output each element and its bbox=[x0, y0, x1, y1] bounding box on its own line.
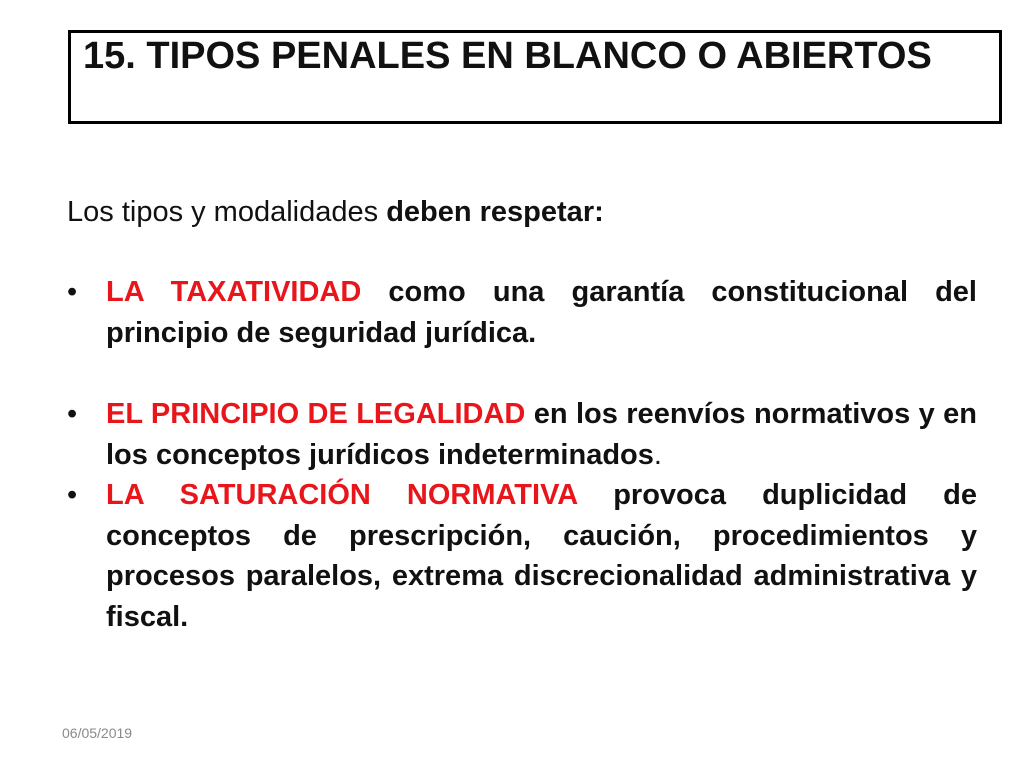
title-box bbox=[68, 30, 1002, 124]
intro-normal: Los tipos y modalidades bbox=[67, 196, 387, 228]
bullet-text: provoca duplicidad de conceptos de prescripción, caución, procedimientos y procesos paralelos, extrema discrecionalidad administrativa y fiscal. bbox=[106, 479, 977, 633]
bullet-icon: • bbox=[67, 276, 78, 308]
bullet-item bbox=[67, 272, 977, 353]
bullet-icon: • bbox=[67, 398, 78, 430]
bullet-text: como una garantía constitucional del principio de seguridad jurídica. bbox=[106, 276, 977, 349]
bullet-text: en los reenvíos normativos y en los conceptos jurídicos indeterminados bbox=[106, 398, 977, 471]
bullet-highlight: LA TAXATIVIDAD bbox=[106, 276, 362, 308]
footer-date: 06/05/2019 bbox=[62, 725, 133, 741]
bullet-highlight: LA SATURACIÓN NORMATIVA bbox=[106, 479, 578, 511]
bullet-item bbox=[67, 394, 977, 475]
bullet-suffix: . bbox=[653, 438, 662, 471]
bullet-item bbox=[67, 475, 977, 637]
intro-bold: deben respetar: bbox=[386, 196, 604, 228]
bullet-list bbox=[67, 272, 977, 637]
bullet-highlight: EL PRINCIPIO DE LEGALIDAD bbox=[106, 398, 526, 430]
intro-text bbox=[67, 194, 604, 230]
bullet-icon: • bbox=[67, 479, 78, 511]
slide-title: 15. TIPOS PENALES EN BLANCO O ABIERTOS bbox=[83, 35, 932, 77]
